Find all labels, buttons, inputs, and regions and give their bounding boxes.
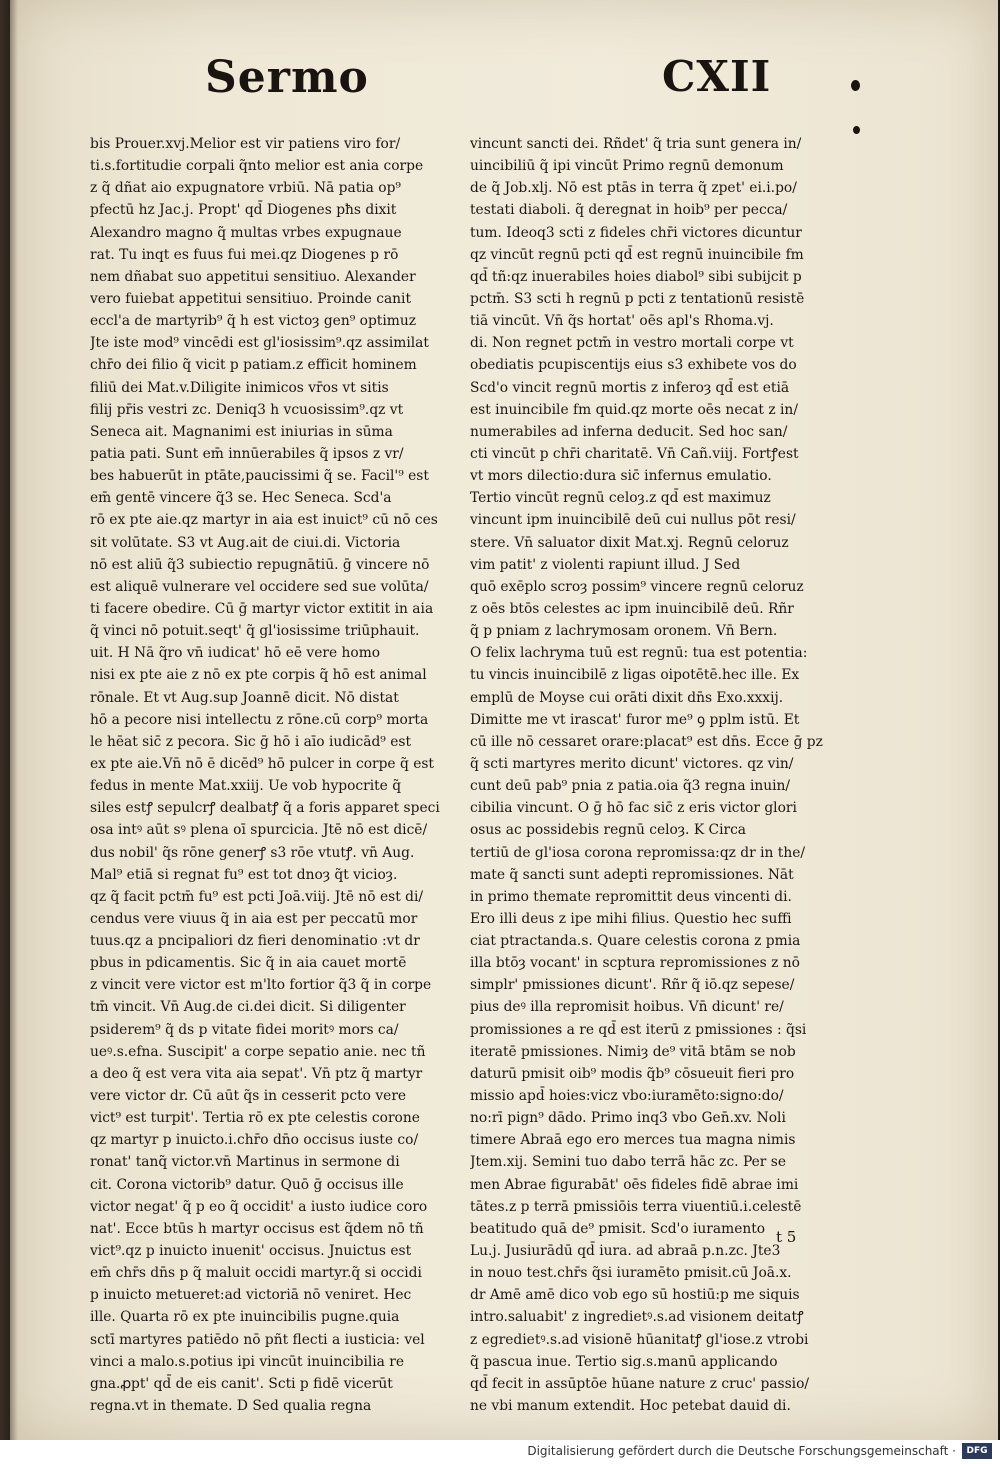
text-line: rat. Tu inqt es fuus fui mei.qz Diogenes p rō	[90, 246, 399, 263]
dfg-logo: DFG	[962, 1443, 992, 1459]
text-line: in primo themate repromittit deus vincenti di.	[470, 888, 792, 905]
text-line: tm̄ vincit. Vn̄ Aug.de ci.dei dicit. Si diligenter	[90, 999, 406, 1016]
text-line: nat'. Ecce btūs h martyr occisus est q̃dem nō tñ	[90, 1220, 424, 1237]
text-line: vict⁹.qz p inuicto inuenit' occisus. Jnuictus est	[90, 1243, 412, 1260]
text-line: pfectū hz Jac.j. Propt' qd̄ Diogenes pħs dixit	[90, 202, 397, 219]
text-line: tum. Ideoq3 scti z fideles chr̄i victores dicuntur	[470, 224, 802, 241]
text-line: gna.ꝓpt' qd̄ de eis canit'. Scti p fidē vicerūt	[90, 1375, 393, 1392]
text-line: z egredietꝰ.s.ad visionē hūanitatꝭ gl'iose.z vtrobi	[470, 1331, 809, 1348]
text-line: fedus in mente Mat.xxiij. Ue vob hypocrite q̃	[90, 778, 402, 795]
text-line: testati diaboli. q̃ deregnat in hoib⁹ per pecca/	[470, 202, 788, 219]
text-line: est aliquē vulnerare vel occidere sed sue volūta/	[90, 578, 429, 595]
text-line: mate q̃ sancti sunt adepti repromissiones. Nāt	[470, 866, 794, 883]
text-line: chr̄o dei filio q̃ vicit p patiam.z efficit hominem	[90, 357, 417, 374]
text-line: dr Amē amē dico vob ego sū hostiū:p me siquis	[470, 1287, 800, 1304]
text-line: Seneca ait. Magnanimi est iniurias in sūma	[90, 423, 393, 440]
text-line: tātes.z p terrā pmissiōis terra viuentiū.i.celestē	[470, 1198, 802, 1215]
text-line: patia pati. Sunt em̄ innūerabiles q̃ ipsos z vr/	[90, 445, 404, 462]
text-line: Lu.j. Jusiurādū qd̄ iura. ad abraā p.n.zc. Jte3	[470, 1243, 781, 1260]
text-line: z vincit vere victor est m'lto fortior q̃3 q̃ in corpe	[90, 977, 432, 994]
text-line: pctm̄. S3 scti h regnū p pcti z tentationū resistē	[470, 290, 805, 307]
footer-bar	[0, 1440, 1000, 1464]
text-line: vict⁹ est turpit'. Tertia rō ex pte celestis corone	[90, 1110, 420, 1127]
text-line: uincibiliū q̃ ipi vincūt Primo regnū demonum	[470, 158, 784, 175]
text-line: intro.saluabit' z ingredietꝰ.s.ad visionem deitatꝭ	[470, 1309, 804, 1326]
text-line: daturū pmisit oib⁹ modis q̃b⁹ cōsueuit fieri pro	[470, 1065, 795, 1082]
text-line: z q̃ dñat aio expugnatore vrbiū. Nā patia op⁹	[90, 180, 401, 197]
text-line: vt mors dilectio:dura sic̄ infernus emulatio.	[470, 468, 772, 485]
text-line: sit volūtate. S3 vt Aug.ait de ciui.di. Victoria	[90, 534, 401, 551]
text-line: qz q̃ facit pctm̄ fu⁹ est pcti Joā.viij. Jtē nō est di/	[90, 888, 424, 905]
text-line: stere. Vn̄ saluator dixit Mat.xj. Regnū celoruz	[470, 534, 789, 551]
text-line: z oēs btōs celestes ac ipm inuincibilē deū. Rñr	[470, 600, 794, 617]
text-line: ciat ptractanda.s. Quare celestis corona z pmia	[470, 933, 801, 950]
text-line: emplū de Moyse cui orāti dixit dn̄s Exo.xxxij.	[470, 689, 784, 706]
text-line: sctī martyres patiēdo nō pñt flecti a iusticia: vel	[90, 1331, 425, 1348]
text-line: cti vincūt p chr̄i charitatē. Vn̄ Cañ.viij. Fortꝭest	[470, 445, 799, 462]
ink-spot-icon	[851, 80, 860, 91]
text-line: em̄ gentē vincere q̃3 se. Hec Seneca. Scd'a	[90, 490, 392, 507]
text-line: le hēat sic̄ z pecora. Sic ḡ hō i aīo iudicād⁹ est	[90, 733, 411, 750]
text-line: di. Non regnet pctm̄ in vestro mortali corpe vt	[470, 335, 794, 352]
text-line: cibilia vincunt. O ḡ hō fac sic̄ z eris victor glori	[470, 800, 797, 817]
text-line: Tertio vincūt regnū celoȝ.z qd̄ est maximuz	[470, 490, 771, 507]
text-line: tiā vincūt. Vn̄ q̃s hortat' oēs apl's Rhoma.vj.	[470, 313, 774, 330]
funding-credit: Digitalisierung gefördert durch die Deutsche Forschungsgemeinschaft ·	[527, 1444, 956, 1458]
text-line: ex pte aie.Vn̄ nō ē dicēd⁹ hō pulcer in corpe q̃ est	[90, 755, 434, 772]
text-line: hō a pecore nisi intellectu z rōne.cū corp⁹ morta	[90, 711, 429, 728]
text-line: nō est aliū q̃3 subiectio repugnātiū. ḡ vincere nō	[90, 556, 430, 573]
text-line: no:rī pign⁹ dādo. Primo inq3 vbo Gen̄.xv. Noli	[470, 1110, 786, 1127]
text-line: qz martyr p inuicto.i.chr̄o dn̄o occisus iuste co/	[90, 1132, 419, 1149]
text-line: beatitudo quā de⁹ pmisit. Scd'o iuramento	[470, 1220, 766, 1237]
text-line: pius deꝰ illa repromisit hoibus. Vn̄ dicunt' re/	[470, 999, 784, 1016]
text-line: Ero illi deus z ipe mihi filius. Questio hec suffi	[470, 910, 792, 927]
text-line: vincunt sancti dei. Rñdet' q̃ tria sunt genera in/	[470, 136, 802, 152]
text-line: q̃ scti martyres merito dicunt' victores. qz vin/	[470, 755, 794, 772]
text-line: filij pr̄is vestri zc. Deniq3 h vcuosissim⁹.qz vt	[90, 401, 404, 418]
text-line: illa btōȝ vocant' in scptura repromissiones z nō	[470, 955, 800, 972]
text-line: nem dñabat suo appetitui sensitiuo. Alexander	[90, 268, 416, 285]
text-line: regna.vt in themate. D Sed qualia regna	[90, 1398, 372, 1415]
text-line: em̄ chr̄s dn̄s p q̃ maluit occidi martyr.q̃ si occidi	[90, 1265, 422, 1282]
text-line: nisi ex pte aie z nō ex pte corpis q̃ hō est animal	[90, 667, 427, 684]
text-line: vere victor dr. Cū aūt q̃s in cesserit pcto vere	[90, 1088, 407, 1105]
text-line: filiū dei Mat.v.Diligite inimicos vr̄os vt sitis	[90, 379, 389, 396]
text-line: qd̄ tñ:qz inuerabiles hoies diabol⁹ sibi subijcit p	[470, 268, 802, 285]
text-line: ille. Quarta rō ex pte inuincibilis pugne.quia	[90, 1309, 400, 1326]
text-line: Mal⁹ etiā si regnat fu⁹ est tot dnoȝ q̃t vicioȝ.	[90, 866, 398, 883]
text-line: dus nobil' q̃s rōne generꝭ s3 rōe vtutꝭ. vn̄ Aug.	[90, 844, 415, 861]
right-text-column	[470, 133, 828, 1417]
text-line: de q̃ Job.xlj. Nō est ptās in terra q̃ zpet' ei.i.po/	[470, 180, 797, 197]
text-line: vincunt ipm inuincibilē deū cui nullus pōt resi/	[470, 512, 796, 529]
text-line: rō ex pte aie.qz martyr in aia est inuict⁹ cū nō ces	[90, 512, 438, 529]
text-line: ti.s.fortitudie corpali q̃nto melior est ania corpe	[90, 158, 424, 175]
text-line: ronat' tanq̃ victor.vn̄ Martinus in sermone di	[90, 1154, 400, 1171]
text-line: victor negat' q̃ p eo q̃ occidit' a iusto iudice coro	[90, 1198, 428, 1215]
text-line: pbus in pdicamentis. Sic q̃ in aia cauet mortē	[90, 955, 407, 972]
binding-shadow	[0, 0, 18, 1440]
text-line: men Abrae figurabāt' oēs fideles fidē abrae imi	[470, 1176, 799, 1193]
ink-spot-icon	[853, 126, 860, 134]
text-line: qd̄ fecit in assūptōe hūane nature z cruc' passio/	[470, 1375, 810, 1392]
text-line: p inuicto metueret:ad victoriā nō veniret. Hec	[90, 1287, 412, 1304]
text-line: qz vincūt regnū pcti qd̄ est regnū inuincibile fm	[470, 246, 804, 263]
text-line: siles estꝭ sepulcrꝭ dealbatꝭ q̃ a foris apparet speci	[90, 800, 440, 817]
text-line: vim patit' z violenti rapiunt illud. J Sed	[470, 556, 741, 573]
text-line: cendus vere viuus q̃ in aia est per peccatū mor	[90, 910, 418, 927]
folio-number: CXII	[662, 52, 772, 101]
text-line: obediatis pcupiscentijs eius s3 exhibete vos do	[470, 357, 797, 374]
text-line: q̃ vinci nō potuit.seqt' q̃ gl'iosissime triūphauit.	[90, 623, 420, 640]
text-line: Alexandro magno q̃ multas vrbes expugnaue	[90, 224, 402, 241]
text-line: O felix lachryma tuū est regnū: tua est potentia:	[470, 645, 808, 662]
text-line: q̃ p pniam z lachrymosam oronem. Vn̄ Bern.	[470, 623, 778, 640]
text-line: numerabiles ad inferna deducit. Sed hoc san/	[470, 423, 788, 440]
text-line: rōnale. Et vt Aug.sup Joannē dicit. Nō distat	[90, 689, 399, 706]
text-line: timere Abraā ego ero merces tua magna nimis	[470, 1132, 796, 1149]
text-line: cū ille nō cessaret orare:placat⁹ est dn̄s. Ecce ḡ pz	[470, 733, 823, 750]
text-line: Jte iste mod⁹ vincēdi est gl'iosissim⁹.qz assimilat	[90, 335, 429, 352]
signature-mark: t 5	[776, 1228, 797, 1246]
text-line: tertiū de gl'iosa corona repromissa:qz dr in the/	[470, 844, 806, 861]
text-line: simplr' pmissiones dicunt'. Rñr q̃ iō.qz sepese/	[470, 977, 795, 994]
text-line: tuus.qz a pncipaliori dz fieri denominatio :vt dr	[90, 933, 420, 950]
text-line: Dimitte me vt irascat' furor me⁹ ꝯ pplm istū. Et	[470, 711, 800, 728]
text-line: vero fuiebat appetitui sensitiuo. Proinde canit	[90, 290, 412, 307]
text-line: cit. Corona victorib⁹ datur. Quō ḡ occisus ille	[90, 1176, 404, 1193]
text-line: vinci a malo.s.potius ipi vincūt inuincibilia re	[90, 1353, 405, 1370]
text-line: bis Prouer.xvj.Melior est vir patiens viro for/	[90, 136, 401, 152]
text-line: osa intꝰ aūt sꝰ plena oī spurcicia. Jtē nō est dicē/	[90, 822, 428, 839]
text-line: in nouo test.chr̄s q̃si iuramēto pmisit.cū Joā.x.	[470, 1265, 792, 1282]
text-line: Scd'o vincit regnū mortis z inferoȝ qd̄ est etiā	[470, 379, 790, 396]
text-line: promissiones a re qd̄ est iterū z pmissiones : q̃si	[470, 1021, 807, 1038]
text-line: tu vincis inuincibilē z ligas oipotētē.hec ille. Ex	[470, 667, 800, 684]
text-line: quō exēplo scroȝ possim⁹ vincere regnū celoruz	[470, 578, 804, 595]
text-line: ne vbi manum extendit. Hoc petebat dauid di.	[470, 1398, 791, 1415]
text-line: a deo q̃ est vera vita aia sepat'. Vn̄ ptz q̃ martyr	[90, 1065, 423, 1082]
text-line: q̃ pascua inue. Tertio sig.s.manū applicando	[470, 1353, 778, 1370]
text-line: osus ac possidebis regnū celoȝ. K Circa	[470, 822, 747, 839]
text-line: bes habuerūt in ptāte,paucissimi q̃ se. Facil'⁹ est	[90, 468, 429, 485]
text-line: iteratē pmissiones. Nimiȝ de⁹ vitā btām se nob	[470, 1043, 796, 1060]
text-line: Jtem.xij. Semini tuo dabo terrā hāc zc. Per se	[470, 1154, 787, 1171]
text-line: uit. H Nā q̃ro vn̄ iudicat' hō eē vere homo	[90, 645, 381, 662]
left-text-column	[90, 133, 448, 1417]
text-line: est inuincibile fm quid.qz morte oēs necat z in/	[470, 401, 798, 418]
text-line: cunt deū pab⁹ pnia z patia.oia q̃3 regna inuin/	[470, 778, 791, 795]
running-head-title: Sermo	[205, 52, 369, 103]
text-line: ueꝰ.s.efna. Suscipit' a corpe sepatio anie. nec tñ	[90, 1043, 426, 1060]
text-line: missio apd̄ hoies:vicz vbo:iuramēto:signo:do/	[470, 1088, 784, 1105]
text-line: psiderem⁹ q̃ ds p vitate fidei moritꝰ mors ca/	[90, 1021, 399, 1038]
text-line: ti facere obedire. Cū ḡ martyr victor extitit in aia	[90, 600, 434, 617]
text-line: eccl'a de martyrib⁹ q̃ h est victoȝ gen⁹ optimuz	[90, 313, 416, 330]
